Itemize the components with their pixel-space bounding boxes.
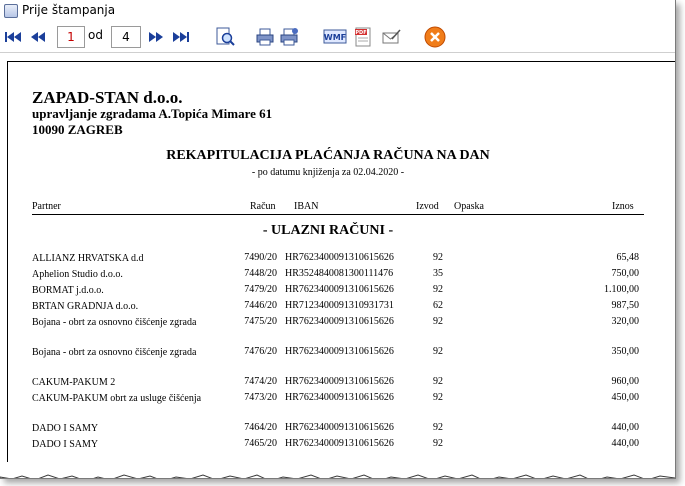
row-iban: HR3524840081300111476: [285, 268, 394, 279]
zoom-icon[interactable]: [215, 27, 235, 47]
row-iznos: 987,50: [611, 300, 639, 311]
row-partner: BORMAT j.d.o.o.: [32, 285, 104, 296]
next-page-icon[interactable]: [147, 30, 165, 44]
column-header-partner: Partner: [32, 201, 61, 212]
app-icon: [4, 4, 18, 18]
row-iban: HR7623400091310615626: [285, 252, 394, 263]
row-iban: HR7623400091310615626: [285, 316, 394, 327]
row-izvod: 92: [433, 392, 443, 403]
current-page-input[interactable]: 1: [57, 26, 85, 48]
pdf-export-icon[interactable]: [353, 27, 373, 47]
row-iban: HR7123400091310931731: [285, 300, 394, 311]
row-partner: Bojana - obrt za osnovno čišćenje zgrada: [32, 347, 197, 358]
row-iznos: 1.100,00: [604, 284, 639, 295]
row-iban: HR7623400091310615626: [285, 422, 394, 433]
row-partner: CAKUM-PAKUM obrt za usluge čišćenja: [32, 393, 202, 404]
row-iznos: 440,00: [611, 422, 639, 433]
row-izvod: 62: [433, 300, 443, 311]
row-iban: HR7623400091310615626: [285, 376, 394, 387]
report-title: REKAPITULACIJA PLAĆANJA RAČUNA NA DAN: [166, 148, 490, 163]
row-iban: HR7623400091310615626: [285, 284, 394, 295]
title-bar: [0, 0, 675, 22]
row-izvod: 92: [433, 252, 443, 263]
row-racun: 7490/20: [244, 252, 277, 263]
close-icon[interactable]: [424, 26, 446, 48]
column-header-opaska: Opaska: [454, 201, 484, 212]
row-partner: ALLIANZ HRVATSKA d.d: [32, 253, 144, 264]
report-preview-area[interactable]: [0, 53, 675, 478]
column-header-racun: Račun: [250, 201, 276, 212]
row-iznos: 65,48: [616, 252, 639, 263]
row-partner: DADO I SAMY: [32, 439, 99, 450]
row-partner: Bojana - obrt za osnovno čišćenje zgrada: [32, 317, 197, 328]
previous-page-icon[interactable]: [29, 30, 47, 44]
row-racun: 7476/20: [244, 346, 277, 357]
row-iznos: 320,00: [611, 316, 639, 327]
row-iban: HR7623400091310615626: [285, 438, 394, 449]
row-partner: CAKUM-PAKUM 2: [32, 377, 116, 388]
column-header-iznos: Iznos: [612, 201, 634, 212]
window-title: Prije štampanja: [22, 3, 116, 17]
row-izvod: 92: [433, 438, 443, 449]
row-racun: 7474/20: [244, 376, 277, 387]
row-racun: 7475/20: [244, 316, 277, 327]
svg-text:PDF: PDF: [355, 30, 367, 36]
row-racun: 7446/20: [244, 300, 277, 311]
header-divider: [32, 214, 644, 215]
company-address: upravljanje zgradama A.Topića Mimare 61: [32, 106, 273, 121]
row-izvod: 92: [433, 422, 443, 433]
row-iznos: 750,00: [611, 268, 639, 279]
row-izvod: 92: [433, 284, 443, 295]
report-subtitle: - po datumu knjiženja za 02.04.2020 -: [251, 167, 405, 178]
row-izvod: 92: [433, 346, 443, 357]
row-partner: Aphelion Studio d.o.o.: [32, 269, 123, 280]
company-city: 10090 ZAGREB: [32, 122, 123, 137]
toolbar: [0, 22, 675, 53]
row-izvod: 35: [433, 268, 443, 279]
row-iznos: 960,00: [611, 376, 639, 387]
row-racun: 7465/20: [244, 438, 277, 449]
wmf-export-icon[interactable]: [323, 27, 347, 47]
row-iznos: 450,00: [611, 392, 639, 403]
svg-text:WMF: WMF: [323, 33, 347, 42]
company-name: ZAPAD-STAN d.o.o.: [32, 88, 183, 107]
row-racun: 7464/20: [244, 422, 277, 433]
email-icon[interactable]: [381, 27, 401, 47]
column-header-izvod: Izvod: [416, 201, 439, 212]
row-partner: DADO I SAMY: [32, 423, 99, 434]
report-page: [7, 61, 675, 462]
of-label: od: [88, 28, 103, 42]
row-iznos: 350,00: [611, 346, 639, 357]
first-page-icon[interactable]: [4, 30, 22, 44]
row-racun: 7473/20: [244, 392, 277, 403]
print-icon[interactable]: [255, 27, 275, 47]
row-izvod: 92: [433, 376, 443, 387]
torn-edge: [0, 473, 675, 478]
row-iban: HR7623400091310615626: [285, 392, 394, 403]
row-racun: 7479/20: [244, 284, 277, 295]
row-racun: 7448/20: [244, 268, 277, 279]
column-header-iban: IBAN: [294, 201, 319, 212]
row-izvod: 92: [433, 316, 443, 327]
last-page-icon[interactable]: [172, 30, 190, 44]
row-iban: HR7623400091310615626: [285, 346, 394, 357]
section-title: - ULAZNI RAČUNI -: [262, 223, 394, 238]
row-partner: BRTAN GRADNJA d.o.o.: [32, 301, 139, 312]
total-pages: 4: [111, 26, 141, 48]
print-setup-icon[interactable]: [279, 27, 299, 47]
row-iznos: 440,00: [611, 438, 639, 449]
